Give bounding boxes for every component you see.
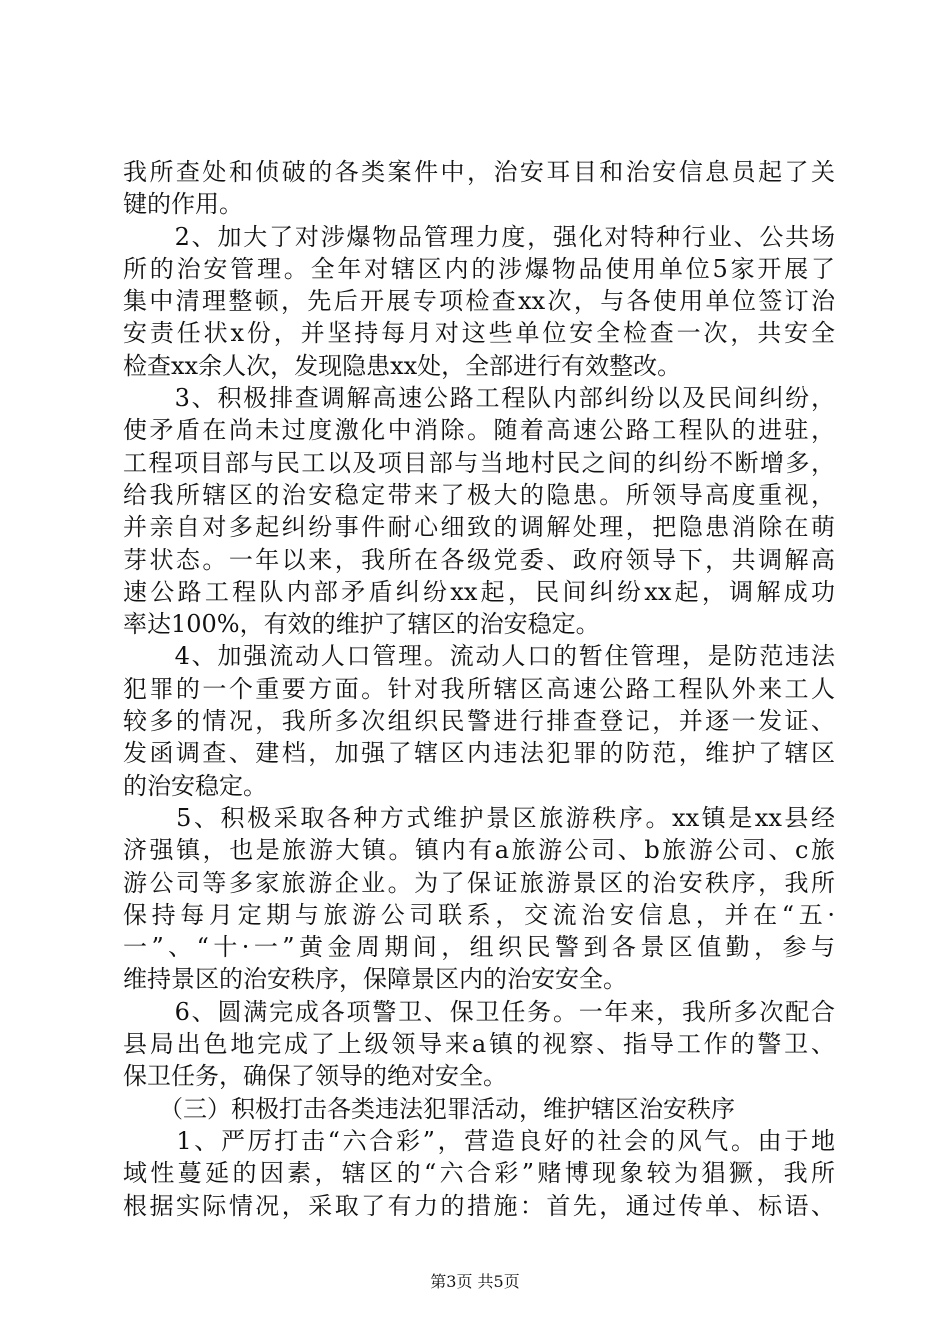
text-line: 安责任状x份，并坚持每月对这些单位安全检查一次，共安全 xyxy=(123,319,835,348)
text-line: 速公路工程队内部矛盾纠纷xx起，民间纠纷xx起，调解成功 xyxy=(123,577,835,606)
text-line: 维持景区的治安秩序，保障景区内的治安安全。 xyxy=(123,965,627,994)
text-line: 的治安稳定。 xyxy=(123,771,267,800)
text-line: 游公司等多家旅游企业。为了保证旅游景区的治安秩序，我所 xyxy=(123,868,835,897)
text-line: （三）积极打击各类违法犯罪活动，维护辖区治安秩序 xyxy=(123,1094,735,1123)
text-line: 6、圆满完成各项警卫、保卫任务。一年来，我所多次配合 xyxy=(123,997,835,1026)
text-line: 所的治安管理。全年对辖区内的涉爆物品使用单位5家开展了 xyxy=(123,254,835,283)
text-line: 一”、“十·一”黄金周期间，组织民警到各景区值勤，参与 xyxy=(123,933,835,962)
text-line: 济强镇，也是旅游大镇。镇内有a旅游公司、b旅游公司、c旅 xyxy=(123,836,835,865)
text-line: 保卫任务，确保了领导的绝对安全。 xyxy=(123,1062,507,1091)
text-line: 集中清理整顿，先后开展专项检查xx次，与各使用单位签订治 xyxy=(123,287,835,316)
text-line: 域性蔓延的因素，辖区的“六合彩”赌博现象较为猖獗，我所 xyxy=(123,1159,835,1188)
text-line: 保持每月定期与旅游公司联系，交流治安信息，并在“五· xyxy=(123,900,835,929)
text-line: 较多的情况，我所多次组织民警进行排查登记，并逐一发证、 xyxy=(123,707,835,736)
text-line: 使矛盾在尚未过度激化中消除。随着高速公路工程队的进驻， xyxy=(123,416,835,445)
text-line: 5、积极采取各种方式维护景区旅游秩序。xx镇是xx县经 xyxy=(123,803,835,832)
text-line: 发函调查、建档，加强了辖区内违法犯罪的防范，维护了辖区 xyxy=(123,739,835,768)
text-line: 犯罪的一个重要方面。针对我所辖区高速公路工程队外来工人 xyxy=(123,674,835,703)
text-line: 4、加强流动人口管理。流动人口的暂住管理，是防范违法 xyxy=(123,642,835,671)
text-line: 工程项目部与民工以及项目部与当地村民之间的纠纷不断增多， xyxy=(123,448,835,477)
text-line: 3、积极排查调解高速公路工程队内部纠纷以及民间纠纷， xyxy=(123,384,835,413)
page-footer: 第3页 共5页 xyxy=(430,1272,520,1291)
text-line: 给我所辖区的治安稳定带来了极大的隐患。所领导高度重视， xyxy=(123,480,835,509)
text-line: 检查xx余人次，发现隐患xx处，全部进行有效整改。 xyxy=(123,351,682,380)
text-line: 芽状态。一年以来，我所在各级党委、政府领导下，共调解高 xyxy=(123,545,835,574)
body-text xyxy=(123,156,835,1222)
text-line: 键的作用。 xyxy=(123,190,243,219)
text-line: 2、加大了对涉爆物品管理力度，强化对特种行业、公共场 xyxy=(123,222,835,251)
text-line: 1、严厉打击“六合彩”，营造良好的社会的风气。由于地 xyxy=(123,1126,835,1155)
text-line: 率达100%，有效的维护了辖区的治安稳定。 xyxy=(123,610,600,639)
text-line: 并亲自对多起纠纷事件耐心细致的调解处理，把隐患消除在萌 xyxy=(123,513,835,542)
text-line: 县局出色地完成了上级领导来a镇的视察、指导工作的警卫、 xyxy=(123,1030,835,1059)
text-line: 我所查处和侦破的各类案件中，治安耳目和治安信息员起了关 xyxy=(123,158,835,186)
text-line: 根据实际情况，采取了有力的措施：首先，通过传单、标语、 xyxy=(123,1191,835,1220)
